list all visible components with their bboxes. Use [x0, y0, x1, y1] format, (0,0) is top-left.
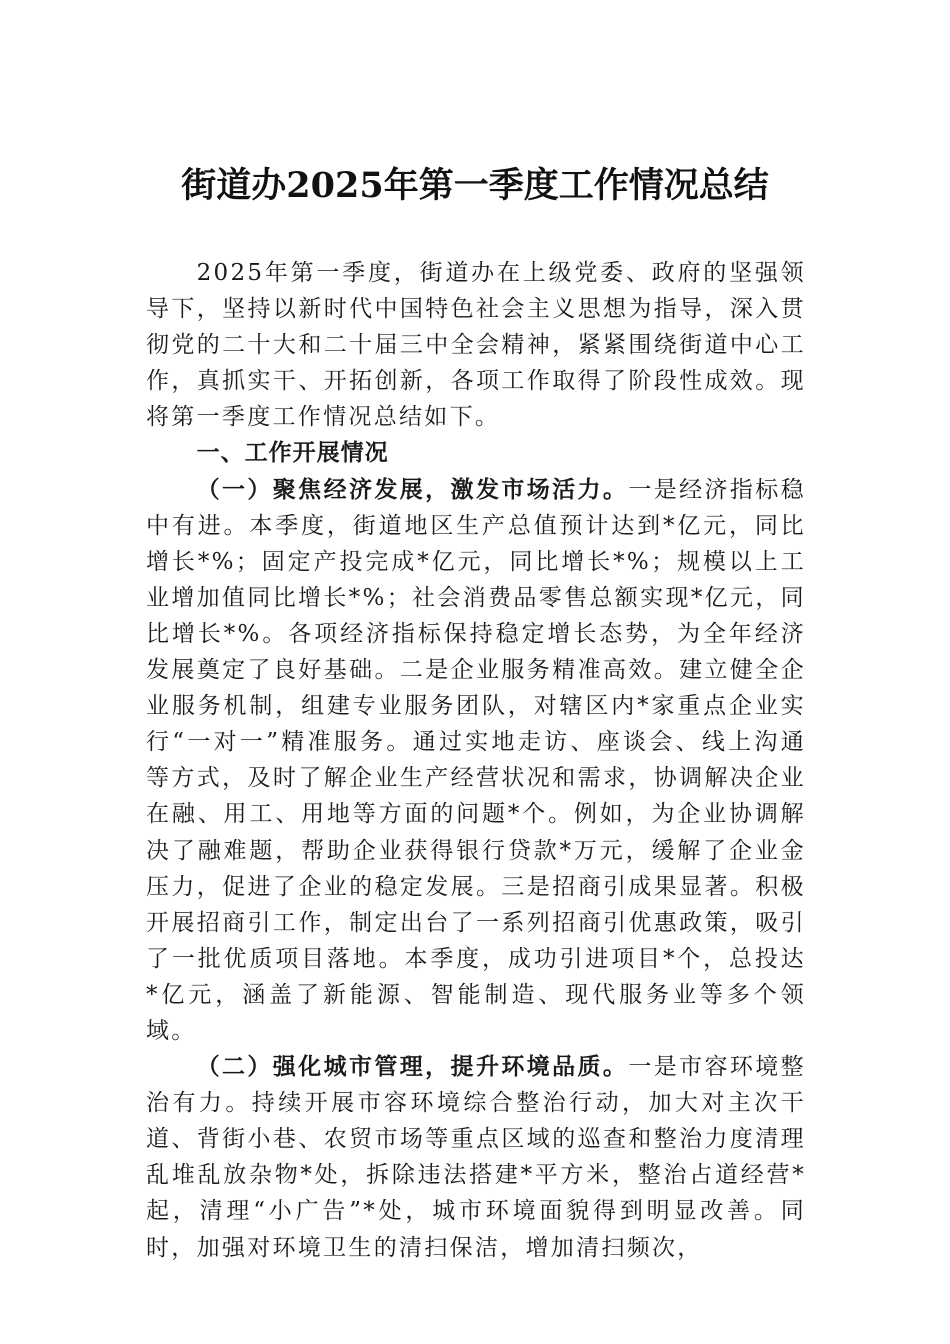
section-part-1-paragraph: [146, 472, 806, 1050]
intro-paragraph: 2025年第一季度，街道办在上级党委、政府的坚强领导下，坚持以新时代中国特色社会主义思想为指导，深入贯彻党的二十大和二十届三中全会精神，紧紧围绕街道中心工作，真抓实干、开拓创新，各项工作取得了阶段性成效。现将第一季度工作情况总结如下。: [146, 260, 806, 431]
section-heading: 一、工作开展情况: [196, 440, 389, 467]
document-title: 街道办2025年第一季度工作情况总结: [181, 165, 769, 206]
part-2-lead: （二）强化城市管理，提升环境品质。: [196, 1053, 629, 1081]
part-2-text: 一是市容环境整治有力。持续开展市容环境综合整治行动，加大对主次干道、背街小巷、农贸市场等重点区域的巡查和整治力度清理乱堆乱放杂物*处，拆除违法搭建*平方米，整治占道经营*起，清理“小广告”*处，城市环境面貌得到明显改善。同时，加强对环境卫生的清扫保洁，增加清扫频次，: [146, 1054, 806, 1261]
part-1-lead: （一）聚焦经济发展，激发市场活力。: [196, 475, 629, 503]
part-1-text: 一是经济指标稳中有进。本季度，街道地区生产总值预计达到*亿元，同比增长*%；固定产投完成*亿元，同比增长*%；规模以上工业增加值同比增长*%；社会消费品零售总额实现*亿元，同比增长*%。各项经济指标保持稳定增长态势，为全年经济发展奠定了良好基础。二是企业服务精准高效。建立健全企业服务机制，组建专业服务团队，对辖区内*家重点企业实行“一对一”精准服务。通过实地走访、座谈会、线上沟通等方式，及时了解企业生产经营状况和需求，协调解决企业在融、用工、用地等方面的问题*个。例如，为企业协调解决了融难题，帮助企业获得银行贷款*万元，缓解了企业金压力，促进了企业的稳定发展。三是招商引成果显著。积极开展招商引工作，制定出台了一系列招商引优惠政策，吸引了一批优质项目落地。本季度，成功引进项目*个，总投达*亿元，涵盖了新能源、智能制造、现代服务业等多个领域。: [146, 476, 806, 1044]
document-body: [146, 255, 806, 1266]
section-part-2-paragraph: [146, 1049, 806, 1266]
